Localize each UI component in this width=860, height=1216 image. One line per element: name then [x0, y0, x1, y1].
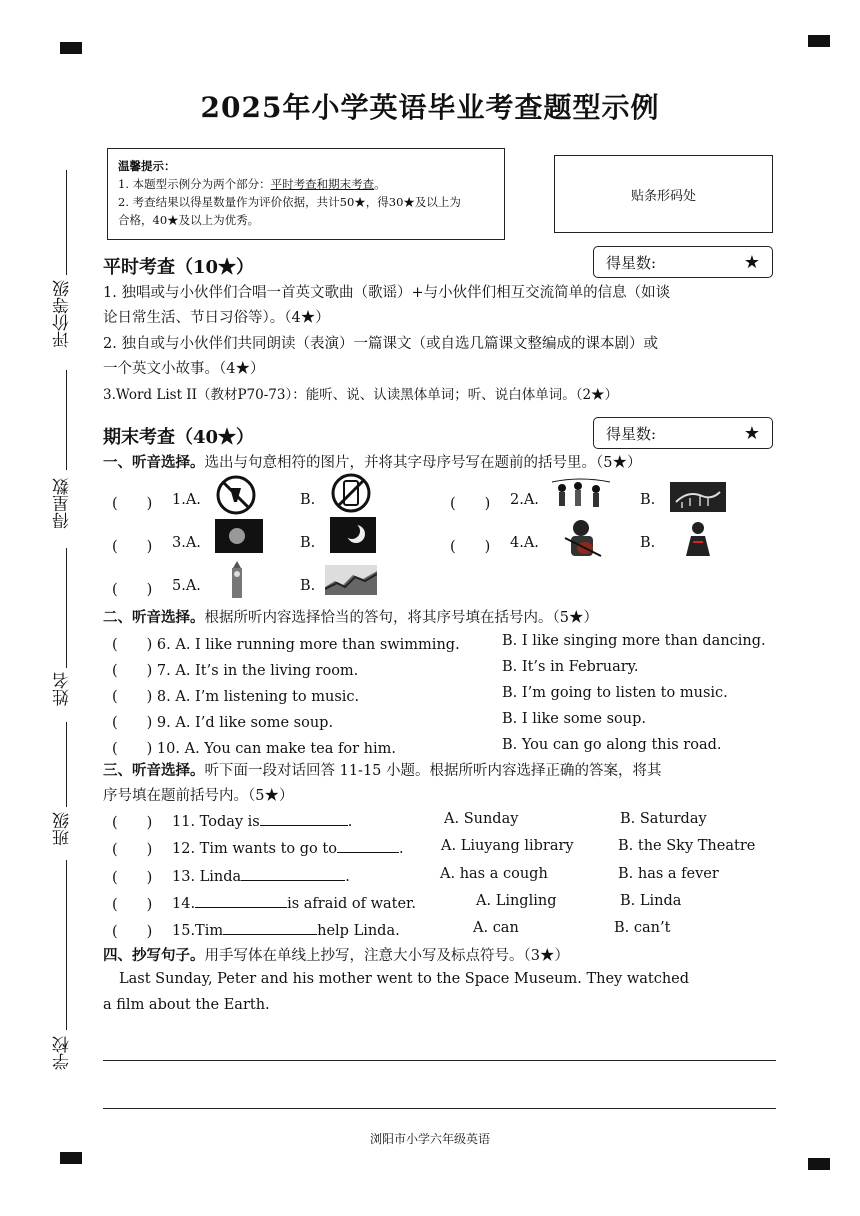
option-a-text: A. Lingling	[476, 893, 557, 909]
fill-question	[172, 893, 416, 912]
option-a-text: A. Liuyang library	[441, 838, 574, 854]
instruction-head: 三、听音选择。	[103, 762, 205, 779]
binding-line	[66, 170, 67, 275]
star-count-label: 得星数:	[606, 424, 657, 443]
registration-mark	[60, 1152, 82, 1164]
option-a-text: A. can	[473, 920, 519, 936]
answer-paren[interactable]: ( )	[112, 870, 153, 886]
moon-icon	[330, 517, 376, 553]
question-text: 11. Today is	[172, 814, 260, 830]
instruction-head: 一、听音选择。	[103, 454, 205, 471]
registration-mark	[808, 35, 830, 47]
question-number: 1.A.	[172, 492, 201, 508]
answer-paren[interactable]: ( )	[450, 496, 491, 512]
question-text: help Linda.	[317, 923, 400, 939]
instruction-text: 选出与句意相符的图片，并将其字母序号写在题前的括号里。（5★）	[204, 455, 642, 471]
option-b-text: B. You can go along this road.	[502, 737, 722, 753]
option-b-text: B. Linda	[620, 893, 682, 909]
page-title: 2025年小学英语毕业考查题型示例	[200, 91, 660, 124]
text-line: 论日常生活、节日习俗等）。（4★）	[103, 310, 330, 326]
tips-line-2: 2. 考查结果以得星数量作为评价依据，共计50★，得30★及以上为	[118, 195, 461, 209]
fill-question	[172, 811, 352, 830]
no-phone-icon	[330, 472, 372, 514]
answer-paren[interactable]: ( )	[112, 842, 153, 858]
girl-violin-icon	[563, 518, 603, 560]
question-text: ( ) 6. A. I like running more than swimming.	[112, 637, 460, 653]
option-b-text: B. the Sky Theatre	[618, 838, 756, 854]
star-count-box	[593, 417, 773, 449]
tips-box	[107, 148, 505, 240]
option-b-text: B. has a fever	[618, 866, 719, 882]
answer-paren[interactable]: ( )	[112, 897, 153, 913]
option-b-text: B. I like singing more than dancing.	[502, 633, 766, 649]
option-b-text: B. can’t	[614, 920, 671, 936]
dinosaur-fossil-icon	[670, 482, 726, 512]
option-b-text: B. It’s in February.	[502, 659, 639, 675]
question-number: 2.A.	[510, 492, 539, 508]
fill-question	[172, 838, 404, 857]
section-heading-regular: 平时考查（10★）	[103, 257, 255, 278]
section-heading-final: 期末考查（40★）	[103, 427, 255, 448]
binding-line	[66, 860, 67, 1030]
question-text: ( ) 9. A. I’d like some soup.	[112, 715, 334, 731]
binding-line	[66, 722, 67, 807]
answer-paren[interactable]: ( )	[112, 924, 153, 940]
question-number: 3.A.	[172, 535, 201, 551]
answer-blank[interactable]	[337, 838, 399, 853]
no-drinking-icon	[215, 474, 257, 516]
star-icon: ★	[743, 422, 760, 444]
instruction-text: 用手写体在单线上抄写，注意大小写及标点符号。（3★）	[204, 948, 569, 964]
option-a-text: A. Sunday	[444, 811, 519, 827]
big-ben-icon	[226, 560, 248, 598]
text-line: 1. 独唱或与小伙伴们合唱一首英文歌曲（歌谣）+与小伙伴们相互交流简单的信息（如谈	[103, 285, 671, 301]
barcode-label: 贴条形码处	[630, 188, 696, 204]
answer-blank[interactable]	[241, 866, 345, 881]
girl-dress-icon	[683, 520, 713, 560]
earth-night-icon	[215, 519, 263, 553]
side-label-grade: 评价等级	[53, 280, 73, 348]
instruction-3	[103, 758, 783, 784]
binding-line	[66, 548, 67, 668]
instruction-4	[103, 943, 783, 969]
instruction-2	[103, 605, 783, 631]
option-b-text: B. I’m going to listen to music.	[502, 685, 728, 701]
star-count-box	[593, 246, 773, 278]
answer-paren[interactable]: ( )	[112, 496, 153, 512]
answer-blank[interactable]	[223, 920, 317, 935]
text-line: 2. 独自或与小伙伴们共同朗读（表演）一篇课文（或自选几篇课文整编成的课本剧）或	[103, 336, 658, 352]
instruction-3-cont: 序号填在题前括号内。（5★）	[103, 788, 294, 804]
tips-line-1	[118, 175, 494, 193]
barcode-area	[554, 155, 773, 233]
tips-underlined-text: 平时考查和期末考查	[270, 177, 375, 191]
question-text: 12. Tim wants to go to	[172, 841, 337, 857]
fill-question	[172, 866, 350, 885]
tips-text: 。	[374, 177, 386, 191]
passage-line: Last Sunday, Peter and his mother went to the Space Museum. They watched	[119, 971, 690, 987]
instruction-1	[103, 450, 783, 476]
registration-mark	[60, 42, 82, 54]
answer-paren[interactable]: ( )	[112, 582, 153, 598]
instruction-head: 四、抄写句子。	[103, 947, 205, 964]
fill-question	[172, 920, 400, 939]
answer-paren[interactable]: ( )	[112, 539, 153, 555]
question-text: 14.	[172, 896, 196, 912]
question-text: ( ) 8. A. I’m listening to music.	[112, 689, 360, 705]
question-text: 13. Linda	[172, 869, 242, 885]
question-number: 4.A.	[510, 535, 539, 551]
tips-line-3: 合格，40★及以上为优秀。	[118, 213, 260, 227]
option-a-text: A. has a cough	[440, 866, 548, 882]
page-footer: 浏阳市小学六年级英语	[369, 1132, 490, 1146]
instruction-text: 根据所听内容选择恰当的答句，将其序号填在括号内。（5★）	[204, 610, 598, 626]
binding-line	[66, 370, 67, 470]
option-b-label: B.	[640, 535, 656, 551]
question-text: 15.Tim	[172, 923, 224, 939]
option-b-label: B.	[640, 492, 656, 508]
text-line: 一个英文小故事。（4★）	[103, 361, 265, 377]
tips-text: 1. 本题型示例分为两个部分：	[118, 177, 271, 191]
option-b-label: B.	[300, 535, 316, 551]
question-text: .	[347, 814, 353, 830]
star-count-label: 得星数:	[606, 253, 657, 272]
star-icon: ★	[743, 251, 760, 273]
tips-heading: 温馨提示：	[118, 159, 176, 173]
option-b-label: B.	[300, 492, 316, 508]
question-text: is afraid of water.	[287, 896, 416, 912]
side-label-stars: 得星数	[53, 478, 73, 529]
side-label-class: 班级	[53, 812, 73, 846]
passage-line: a film about the Earth.	[103, 997, 270, 1013]
side-label-name: 姓名	[53, 672, 73, 706]
answer-paren[interactable]: ( )	[112, 815, 153, 831]
option-b-label: B.	[300, 578, 316, 594]
registration-mark	[808, 1158, 830, 1170]
answer-blank[interactable]	[195, 893, 287, 908]
question-text: ( ) 7. A. It’s in the living room.	[112, 663, 359, 679]
question-text: .	[345, 869, 350, 885]
instruction-text: 听下面一段对话回答 11-15 小题。根据所听内容选择正确的答案，将其	[204, 763, 662, 779]
question-text: .	[398, 841, 404, 857]
option-b-text: B. I like some soup.	[502, 711, 646, 727]
great-wall-icon	[325, 565, 377, 595]
option-b-text: B. Saturday	[620, 811, 707, 827]
text-line: 3.Word List II（教材P70-73）：能听、说、认读黑体单词；听、说白体单词。（2★）	[103, 387, 619, 403]
question-number: 5.A.	[172, 578, 201, 594]
instruction-head: 二、听音选择。	[103, 609, 205, 626]
handwriting-line[interactable]	[103, 1108, 776, 1109]
handwriting-line[interactable]	[103, 1060, 776, 1061]
question-text: ( ) 10. A. You can make tea for him.	[112, 741, 396, 757]
party-people-icon	[550, 476, 612, 514]
answer-paren[interactable]: ( )	[450, 539, 491, 555]
answer-blank[interactable]	[260, 811, 348, 826]
side-label-school: 学校	[53, 1036, 73, 1070]
